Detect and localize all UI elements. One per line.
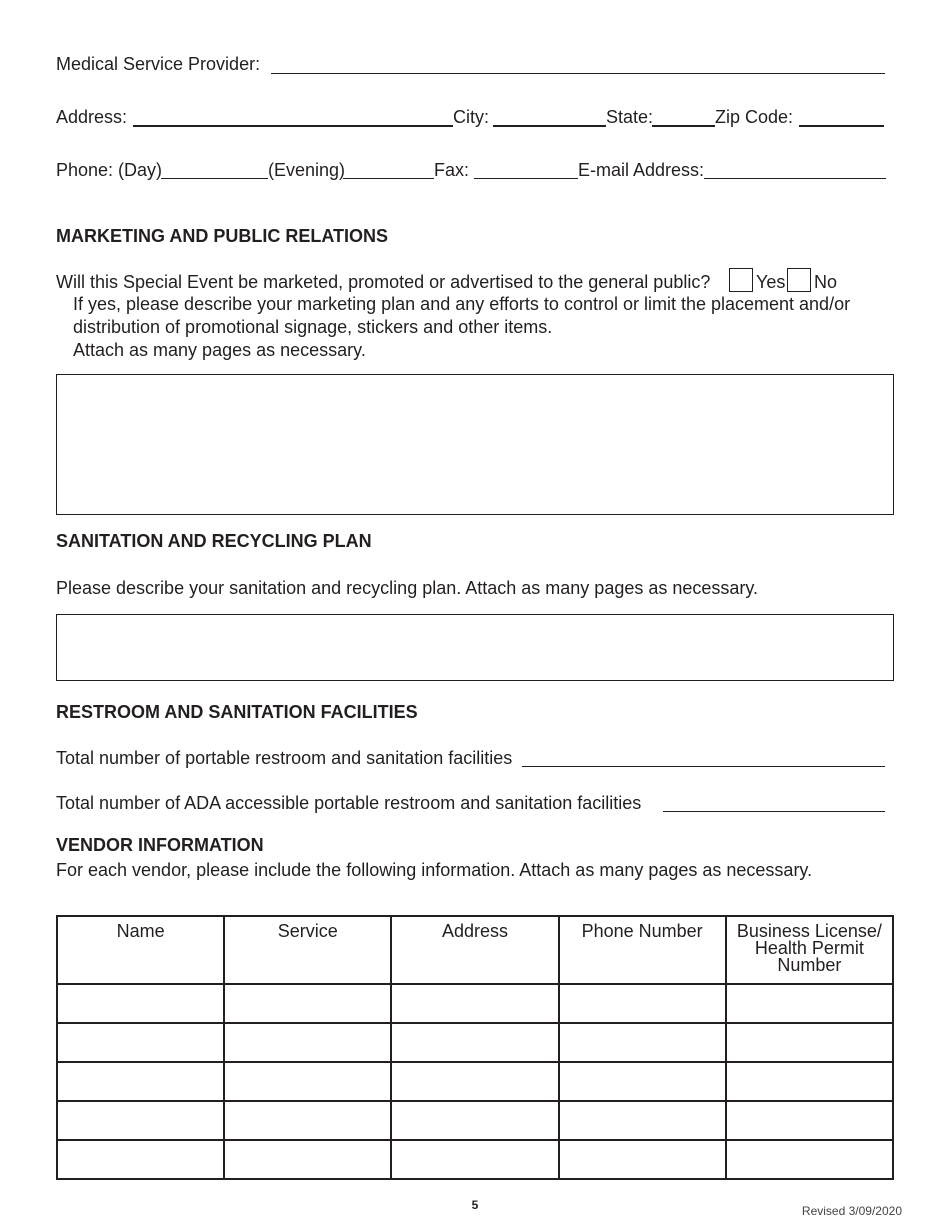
page-number: 5	[471, 1198, 479, 1212]
table-row	[57, 984, 893, 1023]
vendor-instruction: For each vendor, please include the following information. Attach as many pages as necessary.	[56, 860, 813, 880]
table-cell[interactable]	[559, 1062, 726, 1101]
phone-evening-label: (Evening)	[268, 160, 346, 180]
table-cell[interactable]	[559, 1140, 726, 1179]
phone-evening-field[interactable]	[343, 178, 434, 179]
state-field[interactable]	[652, 125, 715, 127]
vendor-col-phone: Phone Number	[559, 916, 726, 984]
phone-day-label: Phone: (Day)	[56, 160, 163, 180]
sanitation-heading: SANITATION AND RECYCLING PLAN	[56, 531, 372, 551]
marketing-instruction-line-3: Attach as many pages as necessary.	[73, 340, 366, 360]
vendor-col-license-line-1: Business License/	[736, 921, 882, 941]
table-cell[interactable]	[224, 1101, 391, 1140]
vendor-col-service: Service	[224, 916, 391, 984]
table-cell[interactable]	[224, 984, 391, 1023]
vendor-heading: VENDOR INFORMATION	[56, 835, 264, 855]
email-label: E-mail Address:	[578, 160, 705, 180]
table-row	[57, 1062, 893, 1101]
table-cell[interactable]	[224, 1062, 391, 1101]
address-label: Address:	[56, 107, 128, 127]
table-cell[interactable]	[224, 1023, 391, 1062]
revised-date: Revised 3/09/2020	[801, 1204, 902, 1218]
fax-label: Fax:	[434, 160, 470, 180]
city-field[interactable]	[493, 125, 606, 127]
table-cell[interactable]	[57, 1062, 224, 1101]
marketing-plan-textbox[interactable]	[56, 374, 894, 515]
sanitation-plan-textbox[interactable]	[56, 614, 894, 681]
address-field[interactable]	[133, 125, 453, 127]
marketing-no-checkbox[interactable]	[787, 268, 811, 292]
zip-code-field[interactable]	[799, 125, 884, 127]
marketing-question: Will this Special Event be marketed, promoted or advertised to the general public?	[56, 272, 711, 292]
marketing-instruction-line-2: distribution of promotional signage, stickers and other items.	[73, 317, 553, 337]
vendor-col-license-line-3: Number	[777, 955, 842, 975]
table-cell[interactable]	[391, 1140, 558, 1179]
restroom-ada-field[interactable]	[663, 811, 885, 812]
table-row	[57, 1023, 893, 1062]
table-cell[interactable]	[391, 1101, 558, 1140]
sanitation-instruction: Please describe your sanitation and recycling plan. Attach as many pages as necessary.	[56, 578, 759, 598]
marketing-heading: MARKETING AND PUBLIC RELATIONS	[56, 226, 388, 246]
table-row	[57, 1101, 893, 1140]
zip-code-label: Zip Code:	[715, 107, 794, 127]
vendor-table-header-row	[57, 916, 893, 984]
table-cell[interactable]	[726, 984, 893, 1023]
table-cell[interactable]	[559, 984, 726, 1023]
table-cell[interactable]	[391, 1062, 558, 1101]
vendor-col-license-line-2: Health Permit	[754, 938, 864, 958]
vendor-table	[56, 915, 894, 1180]
table-cell[interactable]	[559, 1023, 726, 1062]
state-label: State:	[606, 107, 654, 127]
phone-day-field[interactable]	[161, 178, 268, 179]
vendor-col-address: Address	[391, 916, 558, 984]
medical-service-provider-label: Medical Service Provider:	[56, 54, 261, 74]
city-label: City:	[453, 107, 489, 127]
table-cell[interactable]	[391, 984, 558, 1023]
restroom-heading: RESTROOM AND SANITATION FACILITIES	[56, 702, 418, 722]
table-cell[interactable]	[391, 1023, 558, 1062]
medical-service-provider-field[interactable]	[271, 73, 885, 74]
table-cell[interactable]	[726, 1140, 893, 1179]
vendor-col-license	[726, 916, 893, 984]
email-field[interactable]	[704, 178, 886, 179]
marketing-yes-label: Yes	[756, 272, 786, 292]
table-cell[interactable]	[559, 1101, 726, 1140]
table-cell[interactable]	[57, 1140, 224, 1179]
table-cell[interactable]	[726, 1062, 893, 1101]
marketing-yes-checkbox[interactable]	[729, 268, 753, 292]
table-cell[interactable]	[57, 1023, 224, 1062]
table-cell[interactable]	[726, 1101, 893, 1140]
restroom-total-label: Total number of portable restroom and sanitation facilities	[56, 748, 513, 768]
vendor-col-name: Name	[57, 916, 224, 984]
marketing-no-label: No	[814, 272, 838, 292]
table-cell[interactable]	[57, 984, 224, 1023]
restroom-total-field[interactable]	[522, 766, 885, 767]
table-row	[57, 1140, 893, 1179]
table-cell[interactable]	[726, 1023, 893, 1062]
table-cell[interactable]	[224, 1140, 391, 1179]
restroom-ada-label: Total number of ADA accessible portable restroom and sanitation facilities	[56, 793, 642, 813]
table-cell[interactable]	[57, 1101, 224, 1140]
fax-field[interactable]	[474, 178, 578, 179]
marketing-instruction-line-1: If yes, please describe your marketing plan and any efforts to control or limit the placement and/or	[73, 294, 851, 314]
